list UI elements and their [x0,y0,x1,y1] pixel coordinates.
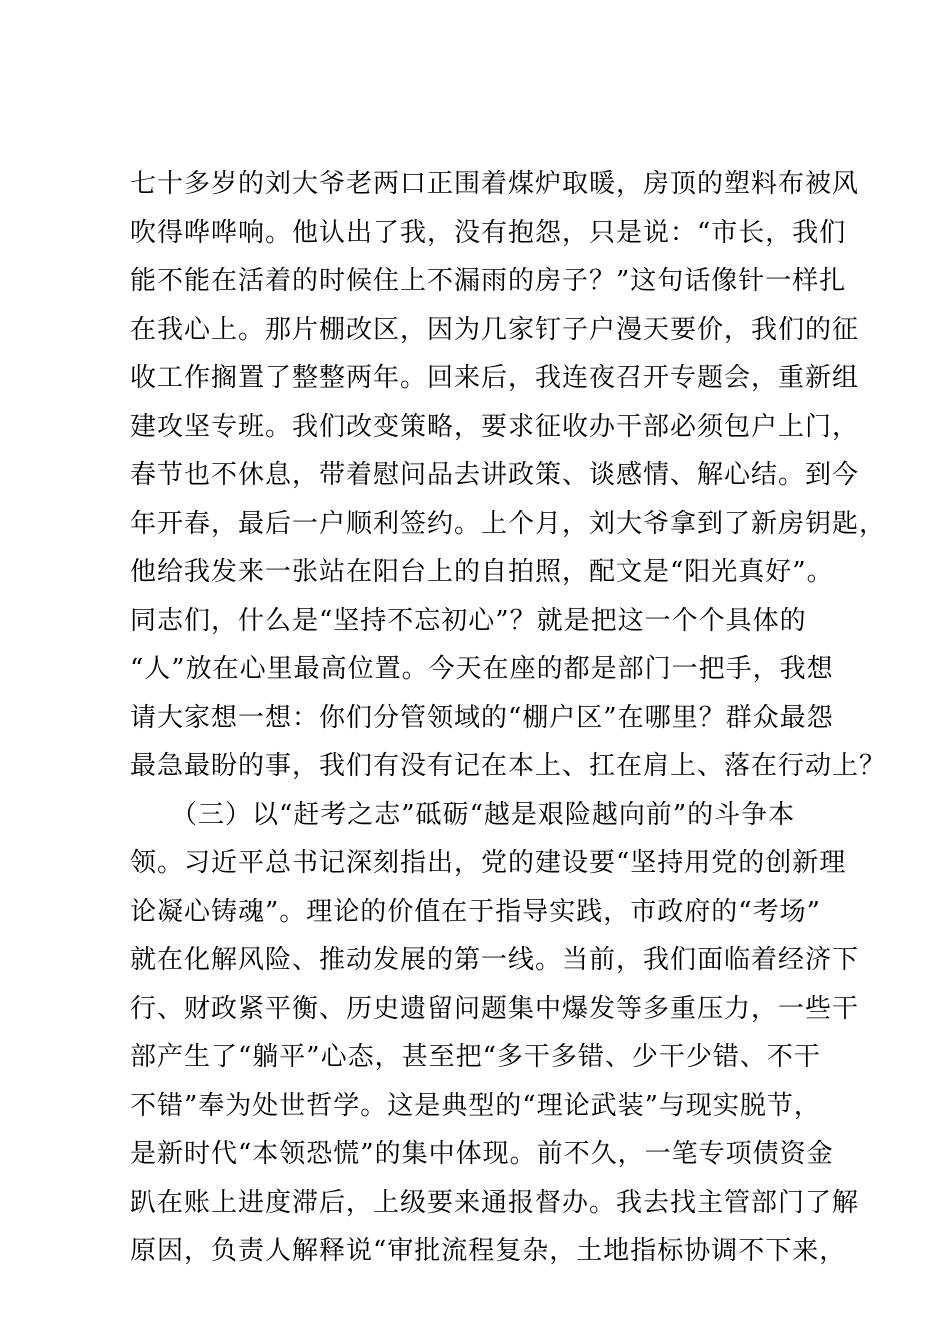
text-line: 就在化解风险、推动发展的第一线。当前，我们面临着经济下 [130,945,860,975]
text-line: 他给我发来一张站在阳台上的自拍照，配文是“阳光真好”。 [130,557,834,587]
text-line: 收工作搁置了整整两年。回来后，我连夜召开专题会，重新组 [130,363,860,393]
text-line: 建攻坚专班。我们改变策略，要求征收办干部必须包户上门， [130,411,860,442]
text-line: 趴在账上进度滞后，上级要来通报督办。我去找主管部门了解 [130,1187,860,1218]
text-line: 最急最盼的事，我们有没有记在本上、扛在肩上、落在行动上？ [130,751,887,781]
text-line: 不错”奉为处世哲学。这是典型的“理论武装”与现实脱节， [130,1090,821,1121]
text-line: 行、财政紧平衡、历史遗留问题集中爆发等多重压力，一些干 [130,993,860,1024]
text-line: 请大家想一想：你们分管领域的“棚户区”在哪里？群众最怨 [130,702,834,733]
text-line: 年开春，最后一户顺利签约。上个月，刘大爷拿到了新房钥匙， [130,508,887,539]
text-line: 领。习近平总书记深刻指出，党的建设要“坚持用党的创新理 [130,848,847,878]
text-line: 部产生了“躺平”心态，甚至把“多干多错、少干少错、不干 [130,1042,821,1072]
text-line: “人”放在心里最高位置。今天在座的都是部门一把手，我想 [130,654,834,684]
text-line: 在我心上。那片棚改区，因为几家钉子户漫天要价，我们的征 [130,314,860,345]
text-line: 能不能在活着的时候住上不漏雨的房子？”这句话像针一样扎 [130,266,847,296]
section-heading-line: （三）以“赶考之志”砥砺“越是艰险越向前”的斗争本 [130,799,796,830]
text-line: 是新时代“本领恐慌”的集中体现。前不久，一笔专项债资金 [130,1139,834,1169]
body-text [130,160,887,1276]
text-line: 七十多岁的刘大爷老两口正围着煤炉取暖，房顶的塑料布被风 [130,169,860,199]
text-line: 论凝心铸魂”。理论的价值在于指导实践，市政府的“考场” [130,896,821,927]
text-line: 春节也不休息，带着慰问品去讲政策、谈感情、解心结。到今 [130,460,860,490]
text-line: 吹得哗哗响。他认出了我，没有抱怨，只是说：“市长，我们 [130,217,847,248]
text-line: 原因，负责人解释说“审批流程复杂，土地指标协调不下来， [130,1236,847,1266]
text-line: 同志们，什么是“坚持不忘初心”？就是把这一个个具体的 [130,605,807,636]
